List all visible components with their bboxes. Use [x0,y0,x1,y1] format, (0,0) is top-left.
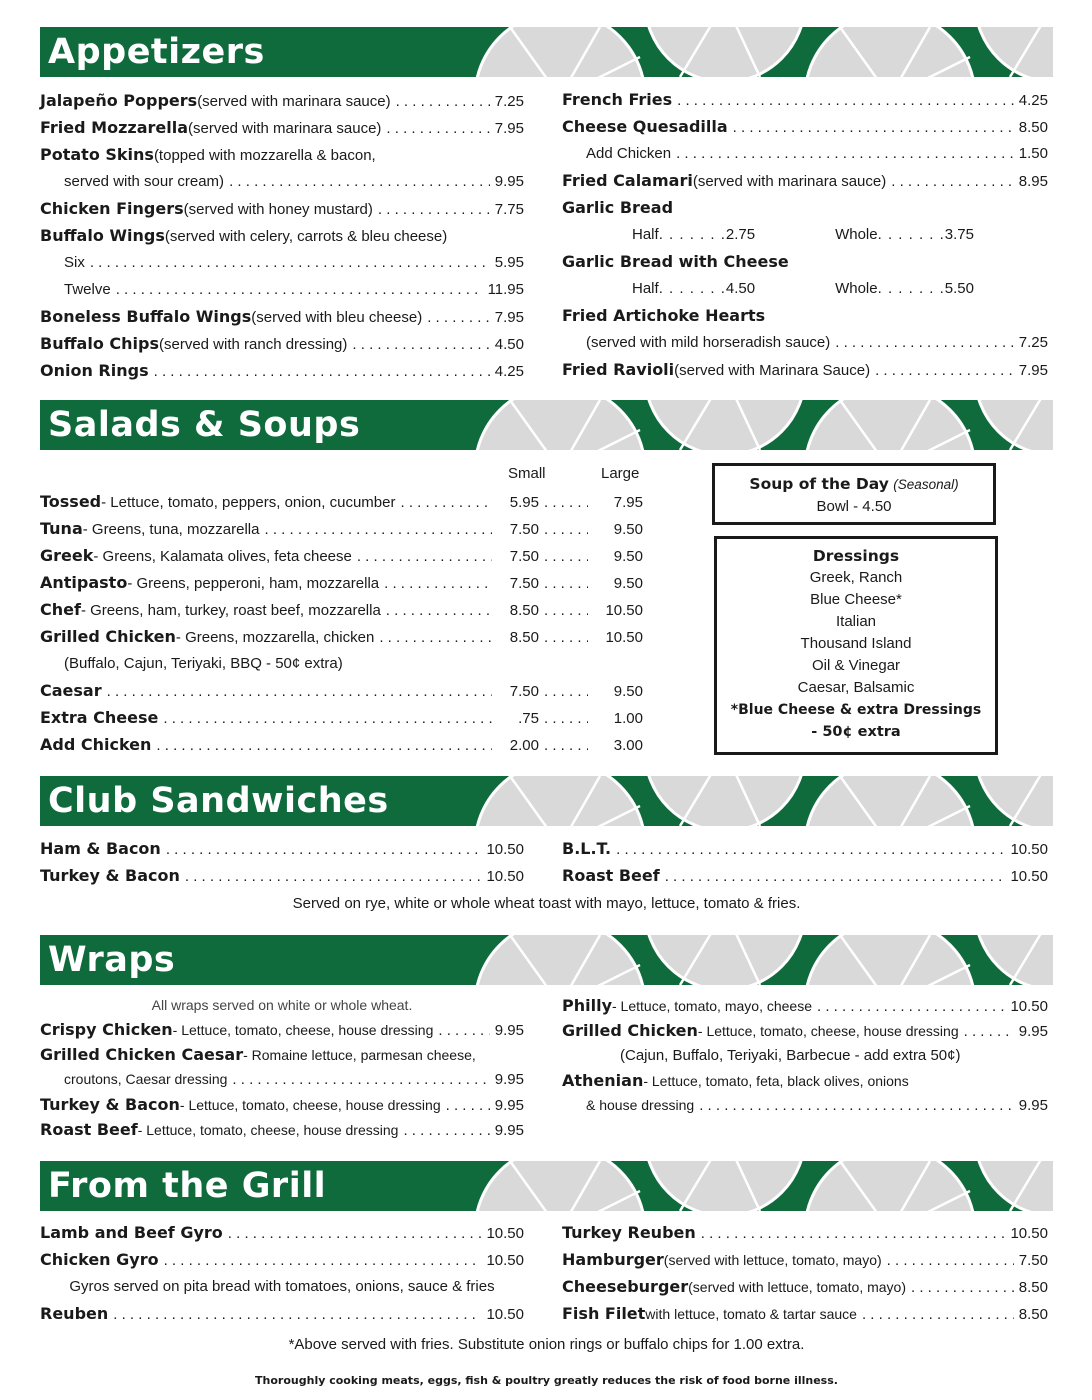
section-title-club: Club Sandwiches [48,781,389,821]
menu-item [40,704,643,731]
salads-banner [40,400,1053,450]
menu-item [40,677,643,704]
gyro-note: Gyros served on pita bread with tomatoes, onions, sauce & fries [69,1278,495,1295]
item-name: French Fries [562,90,673,109]
item-desc: (served with marinara sauce) [692,173,887,190]
item-price: 9.95 [494,1122,524,1139]
menu-item [40,835,524,862]
leader-dots [400,489,492,516]
item-name: Hamburger [562,1250,664,1269]
leader-dots [379,624,492,651]
leader-dots [438,1018,489,1043]
menu-item [562,1068,1048,1093]
menu-item [40,1092,524,1117]
fries-note: *Above served with fries. Substitute onion rings or buffalo chips for 1.00 extra. [288,1336,805,1353]
item-desc: (Cajun, Buffalo, Teriyaki, Barbecue - add extra 50¢) [620,1047,961,1064]
item-price-large: 9.50 [613,683,643,700]
item-price: 5.95 [494,254,524,271]
item-name: Fried Calamari [562,171,693,190]
menu-item [40,569,643,596]
item-desc: - Greens, tuna, mozzarella [82,521,260,538]
item-name: Turkey Reuben [562,1223,696,1242]
menu-item [562,835,1048,862]
item-name: Add Chicken [40,735,152,754]
item-price: 4.25 [1018,92,1048,109]
item-name: Roast Beef [40,1120,138,1139]
menu-item [562,1219,1048,1246]
item-price-large: 9.50 [613,521,643,538]
item-price-small: 7.50 [509,521,539,538]
item-name: Lamb and Beef Gyro [40,1223,223,1242]
dressings-title: Dressings [812,547,900,565]
whole-price: 5.50 [944,280,974,297]
item-desc: (served with marinara sauce) [197,93,391,110]
item-price: 10.50 [486,1225,524,1242]
menu-item [562,248,1048,275]
item-price: 10.50 [1010,1225,1048,1242]
leader-dots [386,115,489,142]
item-desc: (served with marinara sauce) [188,120,382,137]
menu-item [562,1300,1048,1327]
item-price: 7.95 [1018,362,1048,379]
item-price: 7.25 [1018,334,1048,351]
appetizers-banner [40,27,1053,77]
item-price-small: 5.95 [509,494,539,511]
item-desc: Six [64,254,85,271]
item-name: Turkey & Bacon [40,1095,180,1114]
leader-dots [616,836,1005,863]
item-price: 10.50 [1010,841,1048,858]
menu-item [40,87,524,114]
item-desc: - Lettuce, tomato, cheese, house dressing [172,1022,434,1038]
item-price-large: 1.00 [613,710,643,727]
leader-dots [964,1019,1014,1044]
leader-dots [427,304,490,331]
item-price: 9.95 [494,1071,524,1088]
leader-dots [378,196,490,223]
soup-bowl-price: Bowl - 4.50 [816,498,892,515]
grill-right-column [562,1219,1048,1327]
leader-dots [229,168,490,195]
item-price-small: 2.00 [509,737,539,754]
item-price: 10.50 [486,1306,524,1323]
item-name: Fish Filet [562,1304,646,1323]
item-desc: croutons, Caesar dressing [64,1071,228,1087]
club-banner [40,776,1053,826]
leader-dots [386,597,492,624]
menu-item-note [40,650,643,677]
leader-dots [113,1301,481,1328]
item-price-small: .75 [518,710,539,727]
leader-dots [544,624,588,651]
leader-dots [156,732,492,759]
half-price: 2.75 [725,226,756,243]
item-name: Grilled Chicken [562,1021,698,1040]
item-price: 10.50 [486,841,524,858]
leader-dots [107,678,492,705]
dressing-option: Greek, Ranch [809,569,903,586]
leader-dots [357,543,492,570]
item-name: Ham & Bacon [40,839,161,858]
item-price: 11.95 [487,281,524,298]
item-price: 8.50 [1018,1306,1048,1323]
leader-dots [544,705,588,732]
item-name: Philly [562,996,612,1015]
item-desc: - Greens, mozzarella, chicken [175,629,375,646]
item-name: Buffalo Chips [40,334,159,353]
item-price: 10.50 [1010,868,1048,885]
half-whole-prices [562,275,1048,302]
menu-item [562,1093,1048,1118]
dressing-option: Caesar, Balsamic [797,679,915,696]
item-desc: - Greens, ham, turkey, roast beef, mozzarella [80,602,381,619]
item-desc: (served with honey mustard) [183,201,373,218]
item-desc: - Greens, pepperoni, ham, mozzarella [127,575,380,592]
item-price: 8.95 [1018,173,1048,190]
salads-list [40,488,643,758]
club-left-column [40,835,524,889]
leader-dots: . . . . . . . [658,226,726,243]
half-price: 4.50 [725,280,756,297]
section-title-grill: From the Grill [48,1166,327,1206]
dressings-box [714,536,998,755]
item-price: 7.75 [494,201,524,218]
item-price-large: 9.50 [613,575,643,592]
menu-item [40,357,524,384]
menu-item [40,330,524,357]
leader-dots [90,249,490,276]
item-price: 4.25 [494,363,524,380]
item-name: Turkey & Bacon [40,866,180,885]
item-price: 7.25 [494,93,524,110]
leader-dots [911,1274,1014,1301]
item-desc: (topped with mozzarella & bacon, [153,147,376,164]
whole-label: Whole [835,280,878,297]
menu-item [562,356,1048,383]
item-price: 10.50 [486,868,524,885]
item-name: Caesar [40,681,102,700]
item-name: Chicken Gyro [40,1250,159,1269]
item-price: 10.50 [1010,998,1048,1015]
leader-dots [164,1247,482,1274]
dressing-extra-note: *Blue Cheese & extra Dressings [730,702,982,718]
section-title-wraps: Wraps [48,940,176,980]
item-price: 8.50 [1018,119,1048,136]
leader-dots [185,863,482,890]
item-desc: (served with lettuce, tomato, mayo) [688,1279,907,1295]
menu-item [40,303,524,330]
wraps-intro: All wraps served on white or whole wheat. [151,997,413,1013]
leader-dots [665,863,1006,890]
leader-dots: . . . . . . . [877,280,945,297]
item-price: 8.50 [1018,1279,1048,1296]
item-price-small: 8.50 [509,629,539,646]
item-price-large: 10.50 [605,629,643,646]
menu-item-note [562,1043,1048,1068]
half-whole-prices [562,221,1048,248]
item-name: Fried Artichoke Hearts [562,306,766,325]
item-name: Chef [40,600,81,619]
item-desc: & house dressing [586,1097,695,1113]
item-name: Onion Rings [40,361,149,380]
item-name: Extra Cheese [40,708,159,727]
item-price: 9.95 [494,1097,524,1114]
leader-dots [403,1118,489,1143]
leader-dots [544,678,588,705]
leader-dots [862,1301,1014,1328]
item-price: 10.50 [486,1252,524,1269]
item-name: Jalapeño Poppers [40,91,198,110]
item-price-large: 10.50 [605,602,643,619]
item-price-small: 7.50 [509,548,539,565]
dressing-option: Thousand Island [800,635,912,652]
leader-dots [232,1067,489,1092]
item-price: 9.95 [494,173,524,190]
leader-dots [166,836,482,863]
item-name: Cheese Quesadilla [562,117,728,136]
item-price: 7.95 [494,309,524,326]
club-note: Served on rye, white or whole wheat toast with mayo, lettuce, tomato & fries. [292,895,801,912]
item-name: Crispy Chicken [40,1020,173,1039]
leader-dots [676,140,1014,167]
item-price: 1.50 [1018,145,1048,162]
item-name: Grilled Chicken Caesar [40,1045,244,1064]
item-name: Fried Mozzarella [40,118,188,137]
menu-item [40,596,643,623]
leader-dots [154,358,490,385]
menu-item [40,114,524,141]
leader-dots [701,1220,1006,1247]
leader-dots [891,168,1014,195]
leader-dots [396,88,490,115]
soup-of-the-day-box [712,463,996,525]
menu-item [40,1117,524,1142]
leader-dots [887,1247,1014,1274]
item-name: Garlic Bread [562,198,674,217]
leader-dots [384,570,492,597]
section-title-appetizers: Appetizers [48,32,265,72]
menu-item [40,141,524,168]
half-label: Half [632,226,659,243]
menu-item [40,1246,524,1273]
item-desc: - Lettuce, tomato, peppers, onion, cucumber [101,494,396,511]
menu-item [40,276,524,303]
dressing-extra-price: - 50¢ extra [811,724,901,740]
item-desc: (served with celery, carrots & bleu cheese) [164,228,448,245]
leader-dots [544,570,588,597]
half-label: Half [632,280,659,297]
item-price: 7.50 [1018,1252,1048,1269]
dressing-option: Blue Cheese* [810,591,902,608]
leader-dots [544,516,588,543]
item-desc: (served with bleu cheese) [251,309,423,326]
item-price: 9.95 [494,1022,524,1039]
menu-item [40,1067,524,1092]
leader-dots [544,489,588,516]
item-name: Tuna [40,519,83,538]
item-desc: - Lettuce, tomato, cheese, house dressing [179,1097,441,1113]
menu-item [562,1246,1048,1273]
club-right-column [562,835,1048,889]
leader-dots [875,357,1014,384]
leader-dots [544,597,588,624]
menu-item [40,623,643,650]
menu-item [562,167,1048,194]
item-name: Boneless Buffalo Wings [40,307,252,326]
grill-banner [40,1161,1053,1211]
menu-item [40,1219,524,1246]
item-name: Greek [40,546,94,565]
leader-dots [544,732,588,759]
menu-item [562,113,1048,140]
wraps-left-column [40,1017,524,1142]
menu-item [562,302,1048,329]
item-desc: (served with ranch dressing) [158,336,348,353]
menu-item [40,168,524,195]
menu-item [562,1018,1048,1043]
dressing-option: Oil & Vinegar [811,657,901,674]
item-desc: served with sour cream) [64,173,225,190]
item-name: Garlic Bread with Cheese [562,252,789,271]
menu-item [562,86,1048,113]
item-name: Tossed [40,492,102,511]
menu-item [40,195,524,222]
whole-price: 3.75 [944,226,974,243]
appetizers-left-column [40,87,524,384]
menu-item [562,329,1048,356]
leader-dots: . . . . . . . [877,226,945,243]
leader-dots [835,329,1014,356]
menu-item [40,542,643,569]
leader-dots [163,705,492,732]
menu-item [562,862,1048,889]
whole-label: Whole [835,226,878,243]
leader-dots [677,87,1014,114]
menu-item [40,1042,524,1067]
leader-dots [699,1093,1014,1118]
item-price-small: 7.50 [509,683,539,700]
menu-item [562,993,1048,1018]
menu-item [562,140,1048,167]
item-name: Potato Skins [40,145,154,164]
item-desc: (served with mild horseradish sauce) [586,334,831,351]
item-price: 9.95 [1018,1097,1048,1114]
item-name: Buffalo Wings [40,226,165,245]
menu-item [40,488,643,515]
column-header-large: Large [601,465,640,482]
menu-item [40,249,524,276]
leader-dots [544,543,588,570]
item-name: Chicken Fingers [40,199,184,218]
wraps-banner [40,935,1053,985]
menu-item [40,1300,524,1327]
leader-dots [264,516,492,543]
menu-item [40,731,643,758]
item-price-small: 8.50 [509,602,539,619]
item-desc: - Lettuce, tomato, feta, black olives, onions [643,1073,909,1089]
food-safety-footer: Thoroughly cooking meats, eggs, fish & poultry greatly reduces the risk of food borne illness. [255,1374,838,1387]
menu-item [40,222,524,249]
item-name: Roast Beef [562,866,660,885]
item-desc: - Lettuce, tomato, cheese, house dressing [697,1023,959,1039]
item-price: 4.50 [494,336,524,353]
soup-title: Soup of the Day [749,475,889,493]
item-name: Antipasto [40,573,128,592]
item-price-large: 9.50 [613,548,643,565]
item-desc: - Lettuce, tomato, mayo, cheese [612,998,812,1014]
menu-item [40,515,643,542]
item-name: Fried Ravioli [562,360,675,379]
item-name: Grilled Chicken [40,627,176,646]
item-desc: Add Chicken [586,145,672,162]
item-desc: - Greens, Kalamata olives, feta cheese [93,548,352,565]
grill-left-column [40,1219,524,1327]
leader-dots [733,114,1014,141]
section-title-salads: Salads & Soups [48,405,361,445]
item-desc: - Romaine lettuce, parmesan cheese, [243,1047,476,1063]
leader-dots [228,1220,482,1247]
item-desc: with lettuce, tomato & tartar sauce [645,1306,857,1322]
menu-item-note [40,1273,524,1300]
leader-dots: . . . . . . . [658,280,726,297]
appetizers-right-column [562,86,1048,383]
leader-dots [446,1093,490,1118]
leader-dots [352,331,489,358]
soup-seasonal: (Seasonal) [893,477,959,492]
menu-item [562,1273,1048,1300]
menu-item [562,194,1048,221]
item-desc: - Lettuce, tomato, cheese, house dressing [137,1122,399,1138]
column-header-small: Small [508,465,546,482]
item-price-large: 3.00 [613,737,643,754]
item-name: Reuben [40,1304,109,1323]
item-name: Cheeseburger [562,1277,689,1296]
item-name: B.L.T. [562,839,612,858]
menu-item [40,1017,524,1042]
item-price-small: 7.50 [509,575,539,592]
leader-dots [817,994,1005,1019]
item-price: 7.95 [494,120,524,137]
item-desc: (served with lettuce, tomato, mayo) [663,1252,882,1268]
item-desc: Twelve [64,281,111,298]
item-price-large: 7.95 [613,494,643,511]
item-price: 9.95 [1018,1023,1048,1040]
leader-dots [116,276,483,303]
dressing-option: Italian [835,613,877,630]
item-name: Athenian [562,1071,644,1090]
menu-item [40,862,524,889]
lime-slices-decoration [40,935,1053,985]
item-desc: (Buffalo, Cajun, Teriyaki, BBQ - 50¢ extra) [64,655,343,672]
item-desc: (served with Marinara Sauce) [674,362,871,379]
wraps-right-column [562,993,1048,1118]
